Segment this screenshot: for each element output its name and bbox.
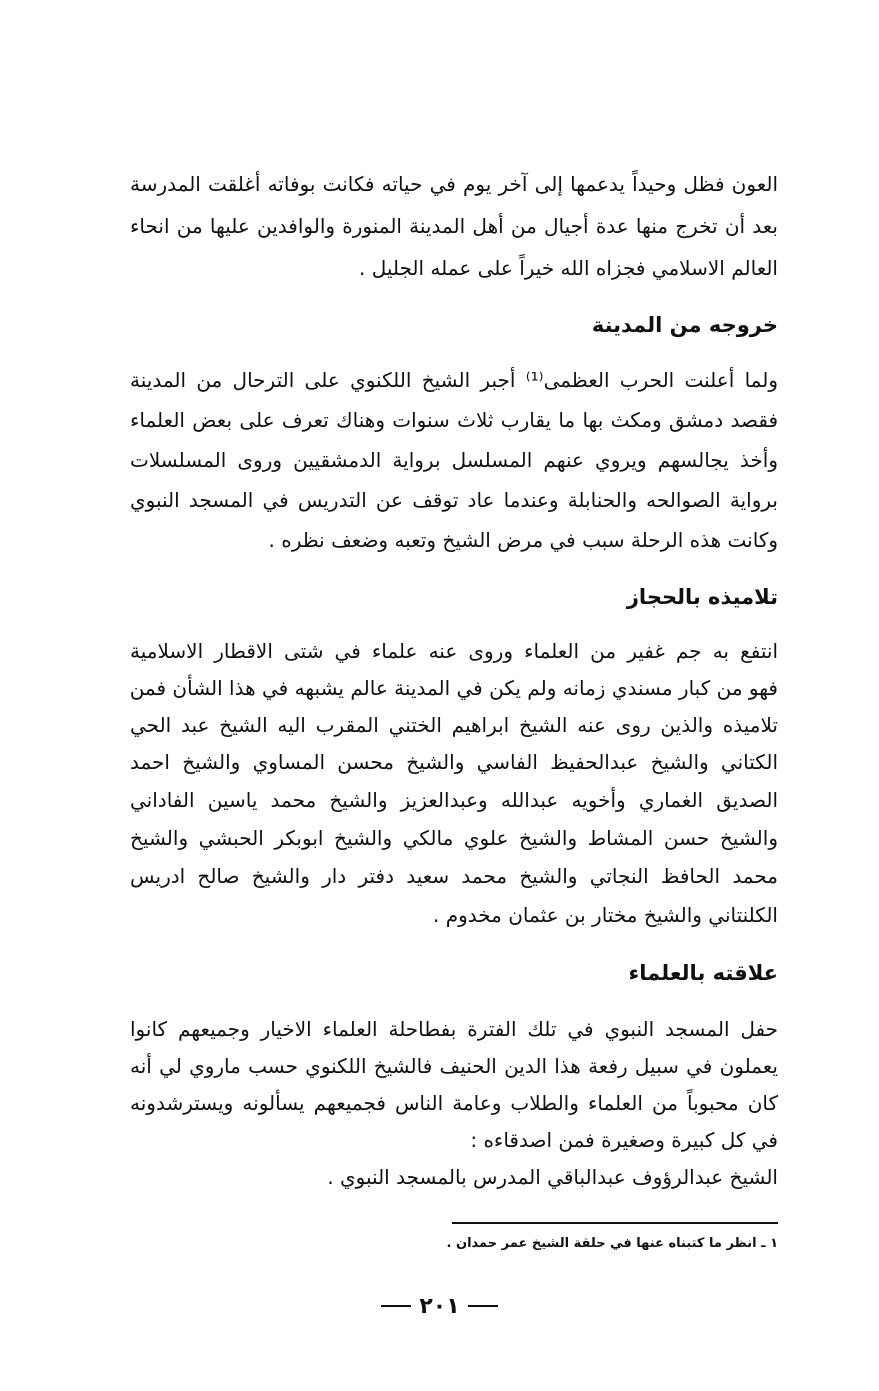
text-line: العون فظل وحيداً يدعمها إلى آخر يوم في حياته فكانت بوفاته أغلقت المدرسة <box>130 172 778 196</box>
text-line: فهو من كبار مسندي زمانه ولم يكن في المدينة عالم يشبهه في هذا الشأن فمن <box>129 676 778 700</box>
text-line: الكلنتاني والشيخ مختار بن عثمان مخدوم . <box>433 903 778 927</box>
text-line: الصديق الغماري وأخويه عبدالله وعبدالعزيز والشيخ محمد ياسين الفاداني <box>130 788 778 812</box>
page-footer <box>0 1292 879 1319</box>
footnote: ١ ـ انظر ما كتبناه عنها في حلقة الشيخ عمر حمدان . <box>446 1236 778 1251</box>
dash-right <box>468 1305 498 1307</box>
text-line: برواية الصوالحه والحنابلة وعندما عاد توقف عن التدريس في المسجد النبوي <box>130 488 778 512</box>
text-line: والشيخ حسن المشاط والشيخ علوي مالكي والشيخ ابوبكر الحبشي والشيخ <box>130 826 778 850</box>
text-line: كان محبوباً من العلماء والطلاب وعامة الناس فجميعهم يسألونه ويسترشدونه <box>130 1091 778 1115</box>
text-line: العالم الاسلامي فجزاه الله خيراً على عمله الجليل . <box>358 256 778 280</box>
page-number-group <box>381 1294 497 1319</box>
text-line: الكتاني والشيخ عبدالحفيظ الفاسي والشيخ محسن المساوي والشيخ احمد <box>130 750 778 774</box>
text-line: يعملون في سبيل رفعة هذا الدين الحنيف فالشيخ اللكنوي حسب ماروي لي أنه <box>130 1054 778 1078</box>
footnote-divider <box>452 1222 778 1224</box>
section-heading-departure: خروجه من المدينة <box>591 313 778 337</box>
text-line: حفل المسجد النبوي في تلك الفترة بفطاحلة العلماء الاخيار وجميعهم كانوا <box>130 1017 778 1041</box>
dash-left <box>381 1305 411 1307</box>
text-line: فقصد دمشق ومكث بها ما يقارب ثلاث سنوات وهناك تعرف على بعض العلماء <box>130 408 778 432</box>
text-line: انتفع به جم غفير من العلماء وروى عنه علماء في شتى الاقطار الاسلامية <box>130 639 778 663</box>
text-line: تلاميذه والذين روى عنه الشيخ ابراهيم الختني المقرب اليه الشيخ عبد الحي <box>130 713 778 737</box>
text-line: وأخذ يجالسهم ويروي عنهم المسلسل برواية الدمشقيين وروى المسلسلات <box>130 448 778 472</box>
text-line: وكانت هذه الرحلة سبب في مرض الشيخ وتعبه وضعف نظره . <box>268 528 778 552</box>
text-line: الشيخ عبدالرؤوف عبدالباقي المدرس بالمسجد النبوي . <box>327 1165 778 1189</box>
section-heading-relations: علاقته بالعلماء <box>628 961 778 985</box>
text-line: بعد أن تخرج منها عدة أجيال من أهل المدينة المنورة والوافدين عليها من انحاء <box>130 214 778 238</box>
text-line: محمد الحافظ النجاتي والشيخ محمد سعيد دفتر دار والشيخ صالح ادريس <box>130 864 778 888</box>
page-number: ٢٠١ <box>419 1293 460 1319</box>
text-line: ولما أعلنت الحرب العظمى⁽¹⁾ أجبر الشيخ اللكنوي على الترحال من المدينة <box>130 368 778 392</box>
section-heading-students: تلاميذه بالحجاز <box>626 585 778 609</box>
text-line: في كل كبيرة وصغيرة فمن اصدقاءه : <box>470 1128 778 1152</box>
